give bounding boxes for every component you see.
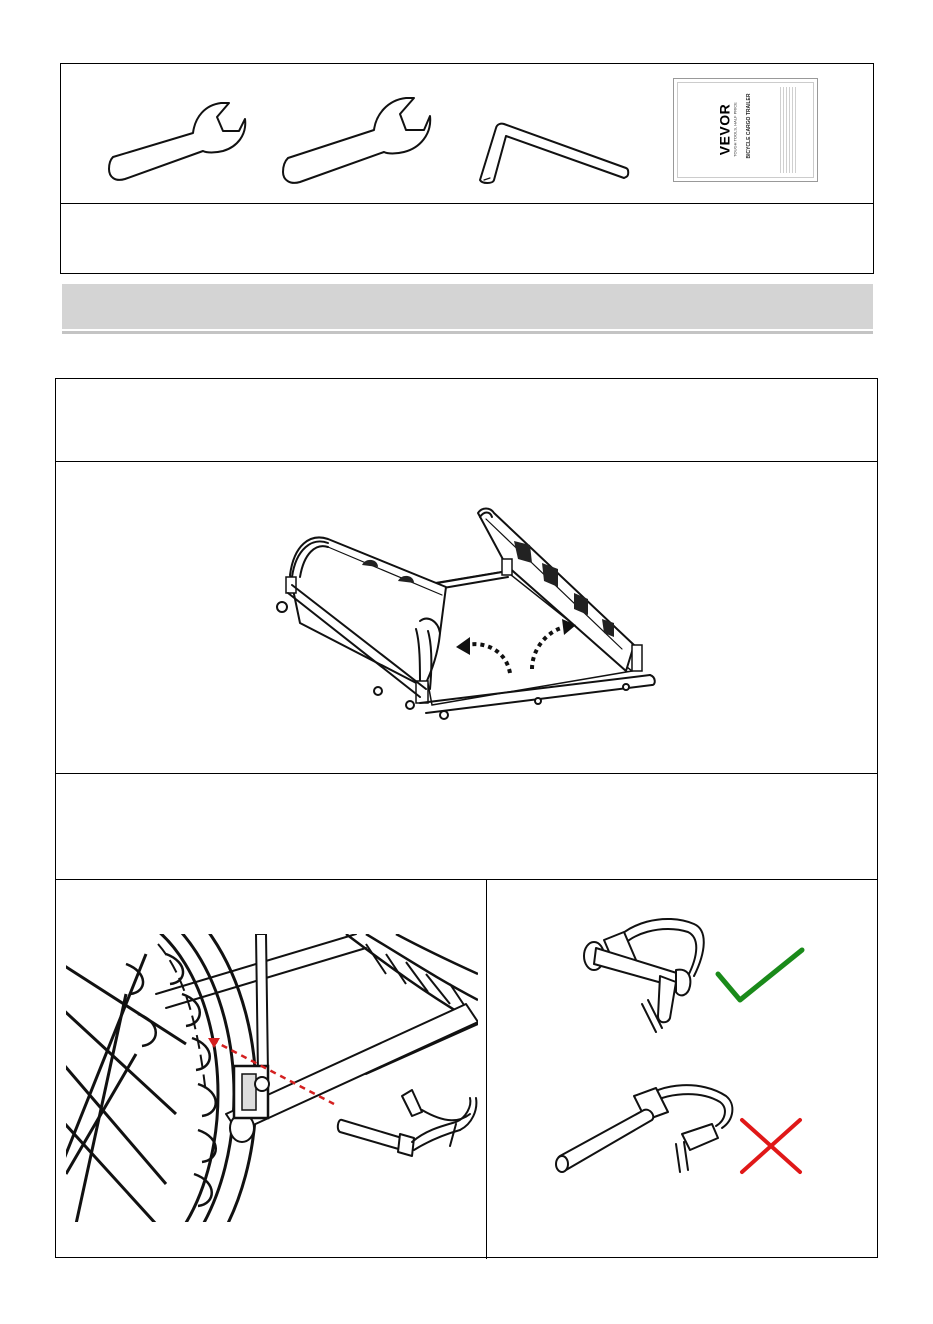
hex-key-icon [470,118,635,188]
step-divider-3 [56,879,877,880]
pin-installation-illustration [66,934,478,1222]
manual-product: BICYCLE CARGO TRAILER [746,93,752,159]
accessories-divider [61,203,873,204]
incorrect-pin-illustration [552,1076,742,1176]
step-divider-2 [56,773,877,774]
section-header-bar [62,284,873,329]
correct-pin-illustration [576,912,726,1037]
step-divider-1 [56,461,877,462]
manual-tagline: TOUGH TOOLS, HALF PRICE [732,102,738,157]
trailer-frame-illustration [270,505,660,735]
check-icon [714,946,806,1006]
wrench-icon [105,95,255,190]
manual-icon [673,78,818,182]
wrench-icon [278,92,438,192]
manual-brand: VEVOR [716,103,733,156]
section-header-underline [62,331,873,334]
cross-icon [738,1116,804,1176]
step-divider-vertical [486,879,487,1259]
